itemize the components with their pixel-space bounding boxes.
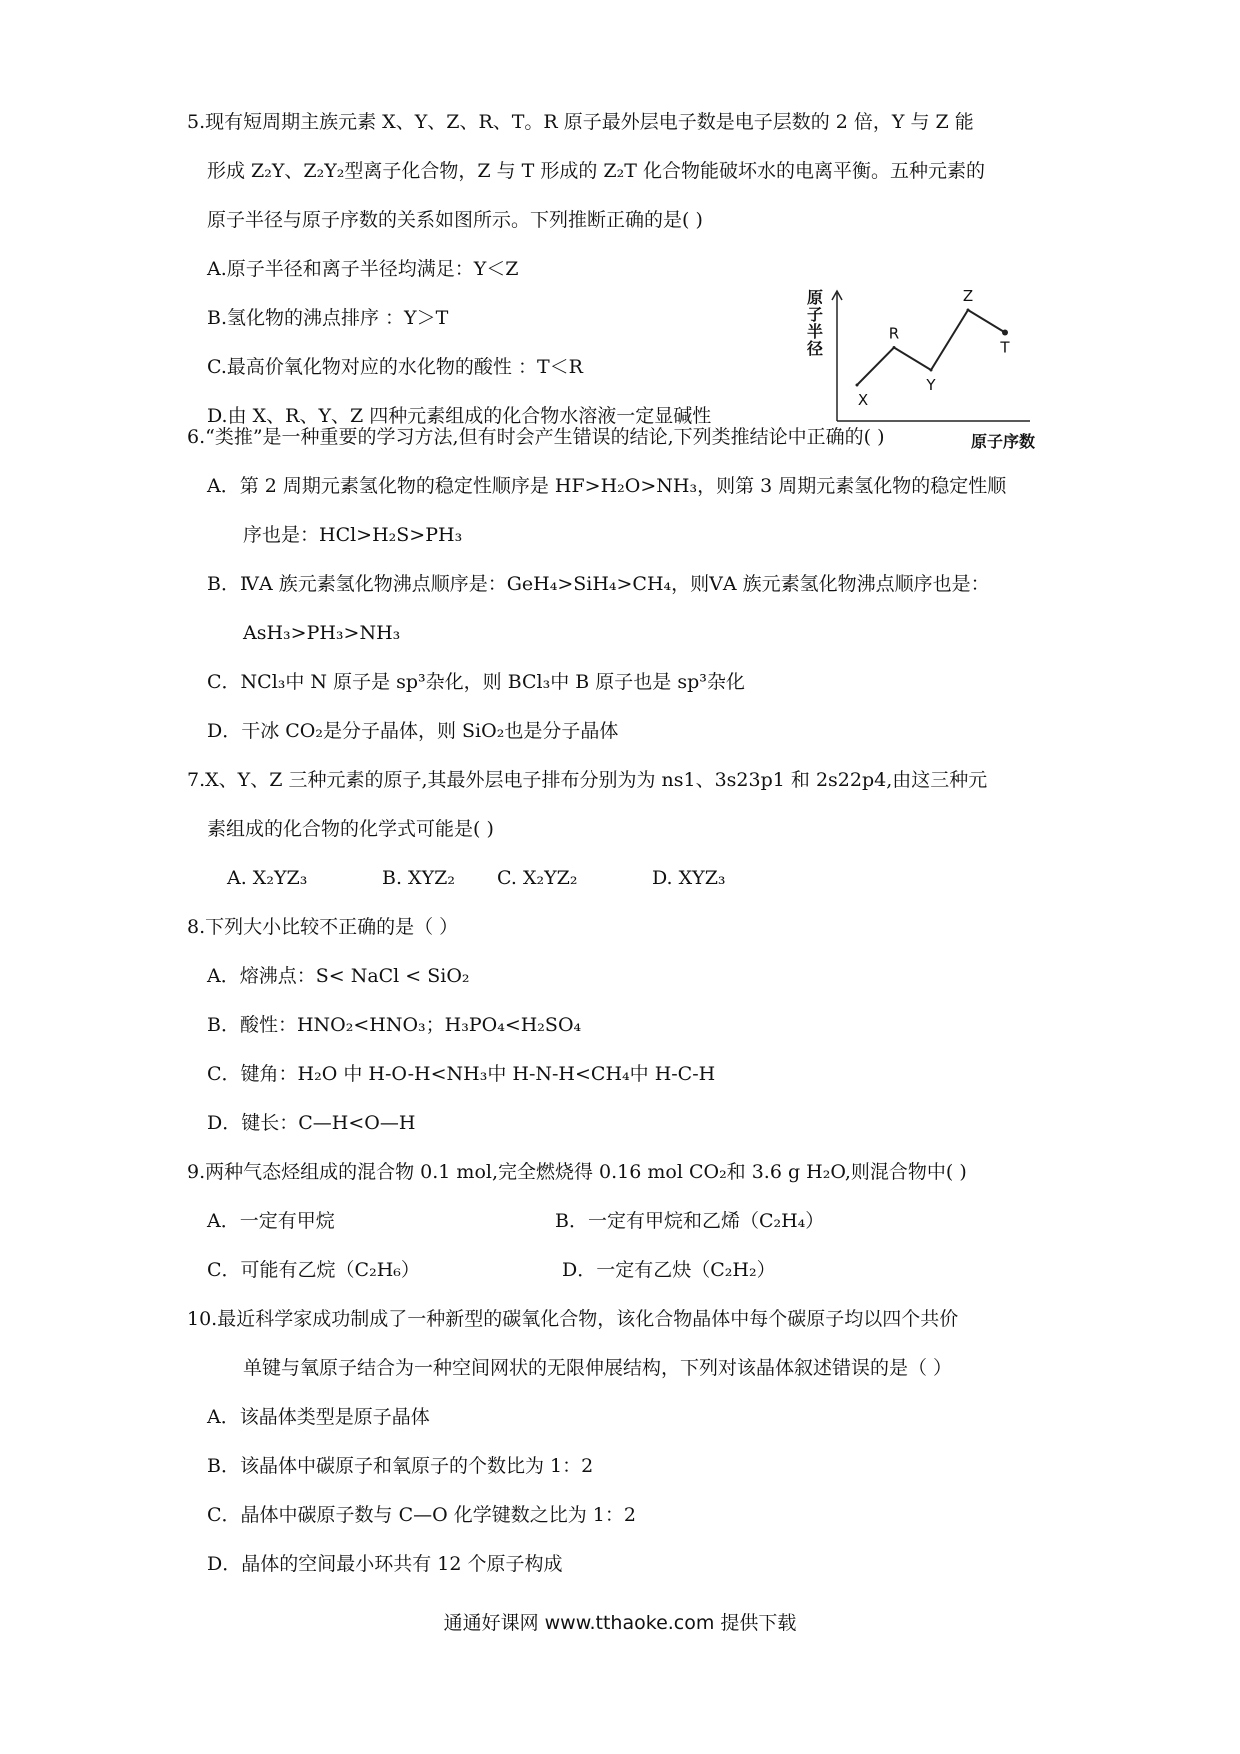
q8-option-c: C．键角：H₂O 中 H-O-H<NH₃中 H-N-H<CH₄中 H-C-H [207, 1063, 716, 1085]
q9-option-b: B．一定有甲烷和乙烯（C₂H₄） [555, 1210, 825, 1232]
q5-stem-line-3: 原子半径与原子序数的关系如图所示。下列推断正确的是( ) [207, 209, 703, 231]
q7-option-b: B. XYZ₂ [382, 867, 455, 889]
graph-x-axis-label: 原子序数 [970, 432, 1035, 451]
q5-option-c: C.最高价氧化物对应的水化物的酸性 ：T＜R [207, 356, 583, 378]
q8-option-a: A．熔沸点：S< NaCl < SiO₂ [207, 965, 470, 987]
graph-y-label-char: 半 [806, 322, 824, 341]
q7-option-d: D. XYZ₃ [652, 867, 726, 889]
q10-stem-line-2: 单键与氧原子结合为一种空间网状的无限伸展结构，下列对该晶体叙述错误的是（ ） [243, 1357, 953, 1379]
graph-point-label: X [857, 391, 869, 409]
graph-y-label-char: 子 [806, 305, 824, 324]
graph-point [893, 346, 896, 349]
graph-point [967, 309, 970, 312]
graph-y-axis-label [806, 288, 823, 358]
q10-option-d: D．晶体的空间最小环共有 12 个原子构成 [207, 1553, 563, 1575]
q8-option-d: D．键长：C—H<O—H [207, 1112, 416, 1134]
question-7 [187, 756, 987, 903]
question-9 [187, 1148, 967, 1295]
q10-option-c: C．晶体中碳原子数与 C—O 化学键数之比为 1：2 [207, 1504, 636, 1526]
q8-option-b: B．酸性：HNO₂<HNO₃；H₃PO₄<H₂SO₄ [207, 1014, 582, 1036]
q6-option-c: C．NCl₃中 N 原子是 sp³杂化，则 BCl₃中 B 原子也是 sp³杂化 [207, 671, 745, 693]
q10-stem-line-1: 10.最近科学家成功制成了一种新型的碳氧化合物，该化合物晶体中每个碳原子均以四个共价 [187, 1308, 959, 1330]
q6-option-b-cont: AsH₃>PH₃>NH₃ [243, 622, 401, 644]
graph-point-label: R [888, 324, 900, 343]
q7-option-a: A. X₂YZ₃ [227, 867, 308, 889]
q6-option-d: D．干冰 CO₂是分子晶体，则 SiO₂也是分子晶体 [207, 720, 619, 742]
q5-option-a: A.原子半径和离子半径均满足：Y＜Z [207, 258, 519, 280]
q10-option-a: A．该晶体类型是原子晶体 [207, 1406, 430, 1428]
graph-point-label: T [1000, 338, 1010, 357]
graph-y-label-char: 原 [806, 288, 824, 307]
q10-option-b: B．该晶体中碳原子和氧原子的个数比为 1：2 [207, 1455, 594, 1477]
question-8 [187, 903, 715, 1148]
q9-stem: 9.两种气态烃组成的混合物 0.1 mol,完全燃烧得 0.16 mol CO₂和 3.6 g H₂O,则混合物中( ) [187, 1161, 967, 1183]
q9-options-row-1 [187, 1197, 967, 1246]
q7-stem-line-1: 7.X、Y、Z 三种元素的原子,其最外层电子排布分别为为 ns1、3s23p1 和 2s22p4,由这三种元 [187, 769, 988, 791]
graph-point-label: Z [962, 287, 974, 305]
q8-stem: 8.下列大小比较不正确的是（ ） [187, 916, 459, 938]
page-footer: 通通好课网 www.tthaoke.com 提供下载 [443, 1612, 797, 1634]
q9-option-d: D．一定有乙炔（C₂H₂） [562, 1259, 776, 1281]
q7-stem-line-2: 素组成的化合物的化学式可能是( ) [207, 818, 494, 840]
graph-point [856, 384, 859, 387]
graph-series-line [857, 310, 1005, 385]
q5-option-b: B.氢化物的沸点排序 ：Y＞T [207, 307, 449, 329]
graph-y-label-char: 径 [806, 339, 824, 358]
q6-option-b: B．ⅣA 族元素氢化物沸点顺序是：GeH₄>SiH₄>CH₄，则ⅤA 族元素氢化物沸点顺序也是： [207, 573, 990, 595]
q9-option-a: A．一定有甲烷 [207, 1210, 335, 1232]
q5-option-d: D.由 X、R、Y、Z 四种元素组成的化合物水溶液一定显碱性 [207, 405, 712, 427]
q5-stem-line-2: 形成 Z₂Y、Z₂Y₂型离子化合物，Z 与 T 形成的 Z₂T 化合物能破坏水的电离平衡。五种元素的 [207, 160, 985, 182]
q5-stem-line-1: 5.现有短周期主族元素 X、Y、Z、R、T。R 原子最外层电子数是电子层数的 2 倍，Y 与 Z 能 [187, 111, 974, 133]
q6-stem: 6.“类推”是一种重要的学习方法,但有时会产生错误的结论,下列类推结论中正确的( ) [187, 426, 885, 448]
graph-point [1002, 330, 1008, 336]
q7-option-c: C. X₂YZ₂ [497, 867, 578, 889]
q7-options-row [187, 854, 987, 903]
q6-option-a-cont: 序也是：HCl>H₂S>PH₃ [243, 524, 463, 546]
graph-point [930, 369, 933, 372]
q6-option-a: A．第 2 周期元素氢化物的稳定性顺序是 HF>H₂O>NH₃，则第 3 周期元素氢化物的稳定性顺 [207, 475, 1007, 497]
q9-options-row-2 [187, 1246, 967, 1295]
q9-option-c: C．可能有乙烷（C₂H₆） [207, 1259, 420, 1281]
question-10 [187, 1295, 958, 1589]
graph-point-label: Y [926, 376, 936, 394]
question-6 [187, 413, 1006, 756]
